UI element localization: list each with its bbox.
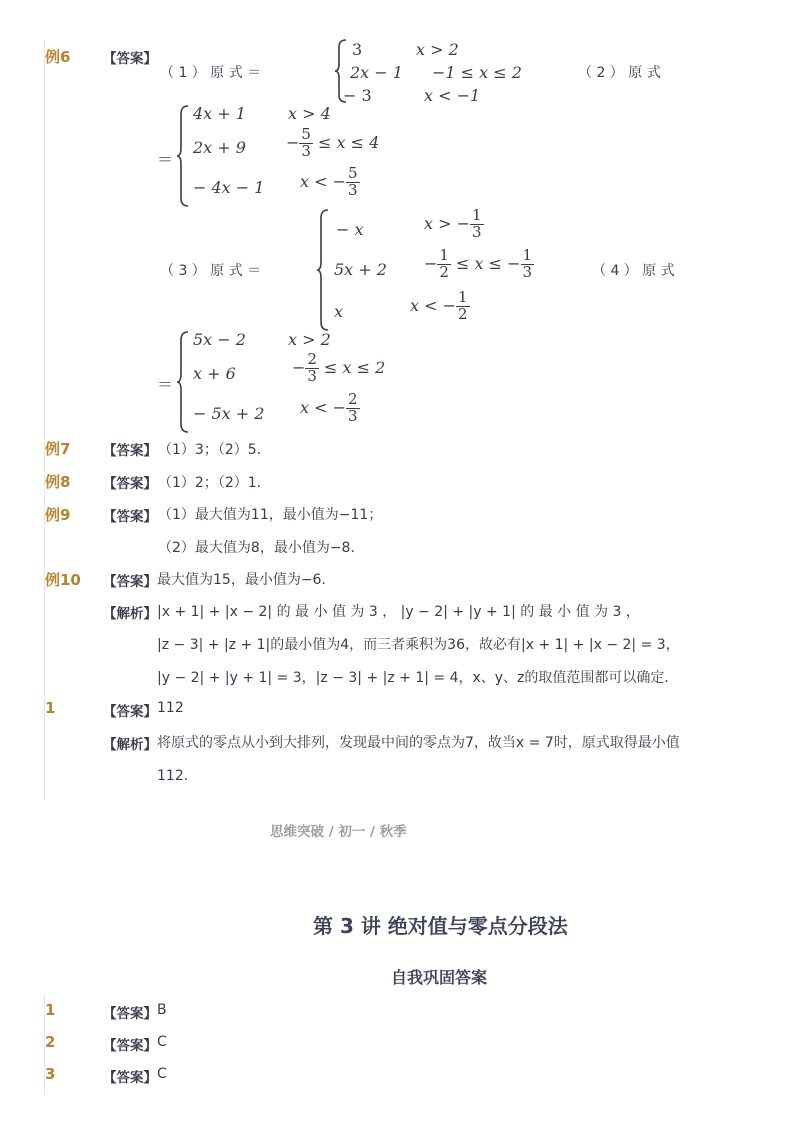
answer-tag: 【答案】 bbox=[103, 476, 157, 492]
part-4-label: （ 4 ） 原 式 bbox=[592, 263, 675, 279]
case-expr: 2x + 9 bbox=[193, 138, 246, 157]
case-cond: x > 4 bbox=[288, 104, 331, 123]
analysis-tag: 【解析】 bbox=[103, 737, 157, 753]
example-10-analysis-line-3: |y − 2| + |y + 1| = 3，|z − 3| + |z + 1| = 4，x、y、z的取值范围都可以确定． bbox=[157, 670, 679, 686]
case-expr: − 3 bbox=[343, 86, 372, 105]
example-10-analysis-line-2: |z − 3| + |z + 1|的最小值为4，而三者乘积为36，故必有|x + 1| + |x − 2| = 3， bbox=[157, 637, 680, 653]
part-1-label: （ 1 ） 原 式 ＝ bbox=[160, 65, 262, 81]
part-3-label: （ 3 ） 原 式 ＝ bbox=[160, 263, 262, 279]
case-expr: x bbox=[334, 302, 344, 321]
left-brace-icon bbox=[316, 208, 330, 332]
case-cond: x > 2 bbox=[288, 330, 331, 349]
answer-tag: 【答案】 bbox=[103, 1038, 157, 1054]
case-cond: x < −1 bbox=[424, 86, 481, 105]
equals-sign: ＝ bbox=[157, 150, 174, 169]
question-1-analysis-line-2: 112． bbox=[157, 768, 198, 784]
case-expr: 4x + 1 bbox=[193, 104, 246, 123]
example-9-answer-line-1: （1）最大值为11，最小值为−11； bbox=[158, 507, 383, 523]
case-cond: x < − $\frac{1}{2}$ bbox=[410, 288, 468, 323]
case-expr: 3 bbox=[352, 40, 363, 59]
case-cond: x > − $\frac{1}{3}$ bbox=[424, 206, 482, 241]
case-cond: x > 2 bbox=[416, 40, 459, 59]
example-7-label: 例7 bbox=[45, 440, 71, 458]
question-1-label: 1 bbox=[45, 699, 56, 717]
left-brace-icon bbox=[176, 104, 190, 208]
analysis-tag: 【解析】 bbox=[103, 606, 157, 622]
example-7-answer: （1）3；（2）5． bbox=[158, 442, 271, 458]
answer-tag: 【答案】 bbox=[103, 51, 157, 67]
example-6-label: 例6 bbox=[45, 48, 71, 66]
example-9-answer-line-2: （2）最大值为8，最小值为−8． bbox=[158, 540, 365, 556]
case-expr: − 4x − 1 bbox=[193, 178, 265, 197]
case-cond: x < − $\frac{2}{3}$ bbox=[300, 390, 358, 425]
example-8-answer: （1）2；（2）1． bbox=[158, 475, 271, 491]
margin-rule-top bbox=[44, 40, 45, 800]
part-2-label: （ 2 ） 原 式 bbox=[578, 65, 661, 81]
question-1-analysis-line-1: 将原式的零点从小到大排列，发现最中间的零点为7，故当x = 7时，原式取得最小值 bbox=[157, 735, 680, 751]
example-8-label: 例8 bbox=[45, 473, 71, 491]
answer-tag: 【答案】 bbox=[103, 509, 157, 525]
case-expr: x + 6 bbox=[193, 364, 236, 383]
answer-3-value: C bbox=[157, 1066, 167, 1082]
answer-tag: 【答案】 bbox=[103, 1006, 157, 1022]
example-10-analysis-line-1: |x + 1| + |x − 2| 的 最 小 值 为 3 ， |y − 2| + |y + 1| 的 最 小 值 为 3 ， bbox=[157, 604, 640, 620]
left-brace-icon bbox=[176, 330, 190, 434]
lecture-title: 第 3 讲 绝对值与零点分段法 bbox=[313, 914, 568, 938]
answer-1-label: 1 bbox=[45, 1001, 56, 1019]
answer-1-value: B bbox=[157, 1002, 167, 1018]
example-9-label: 例9 bbox=[45, 506, 71, 524]
answer-tag: 【答案】 bbox=[103, 1070, 157, 1086]
equals-sign: ＝ bbox=[157, 375, 174, 394]
answer-3-label: 3 bbox=[45, 1065, 56, 1083]
case-expr: 2x − 1 bbox=[350, 63, 403, 82]
answer-tag: 【答案】 bbox=[103, 574, 157, 590]
example-10-answer: 最大值为15，最小值为−6． bbox=[157, 572, 336, 588]
page-footer: 思维突破 / 初一 / 秋季 bbox=[270, 824, 407, 840]
case-expr: − x bbox=[336, 220, 364, 239]
case-cond: − $\frac{5}{3}$ ≤ x ≤ 4 bbox=[286, 125, 380, 160]
answer-tag: 【答案】 bbox=[103, 704, 157, 720]
answer-2-label: 2 bbox=[45, 1033, 56, 1051]
case-expr: − 5x + 2 bbox=[193, 404, 265, 423]
case-cond: −1 ≤ x ≤ 2 bbox=[432, 63, 522, 82]
case-cond: − $\frac{2}{3}$ ≤ x ≤ 2 bbox=[292, 350, 386, 385]
answer-2-value: C bbox=[157, 1034, 167, 1050]
case-expr: 5x + 2 bbox=[334, 260, 387, 279]
case-cond: x < − $\frac{5}{3}$ bbox=[300, 164, 358, 199]
case-expr: 5x − 2 bbox=[193, 330, 246, 349]
example-10-label: 例10 bbox=[45, 571, 81, 589]
question-1-answer: 112 bbox=[157, 700, 184, 716]
case-cond: − $\frac{1}{2}$ ≤ x ≤ − $\frac{1}{3}$ bbox=[424, 246, 533, 281]
answer-tag: 【答案】 bbox=[103, 443, 157, 459]
section-title: 自我巩固答案 bbox=[391, 968, 488, 987]
